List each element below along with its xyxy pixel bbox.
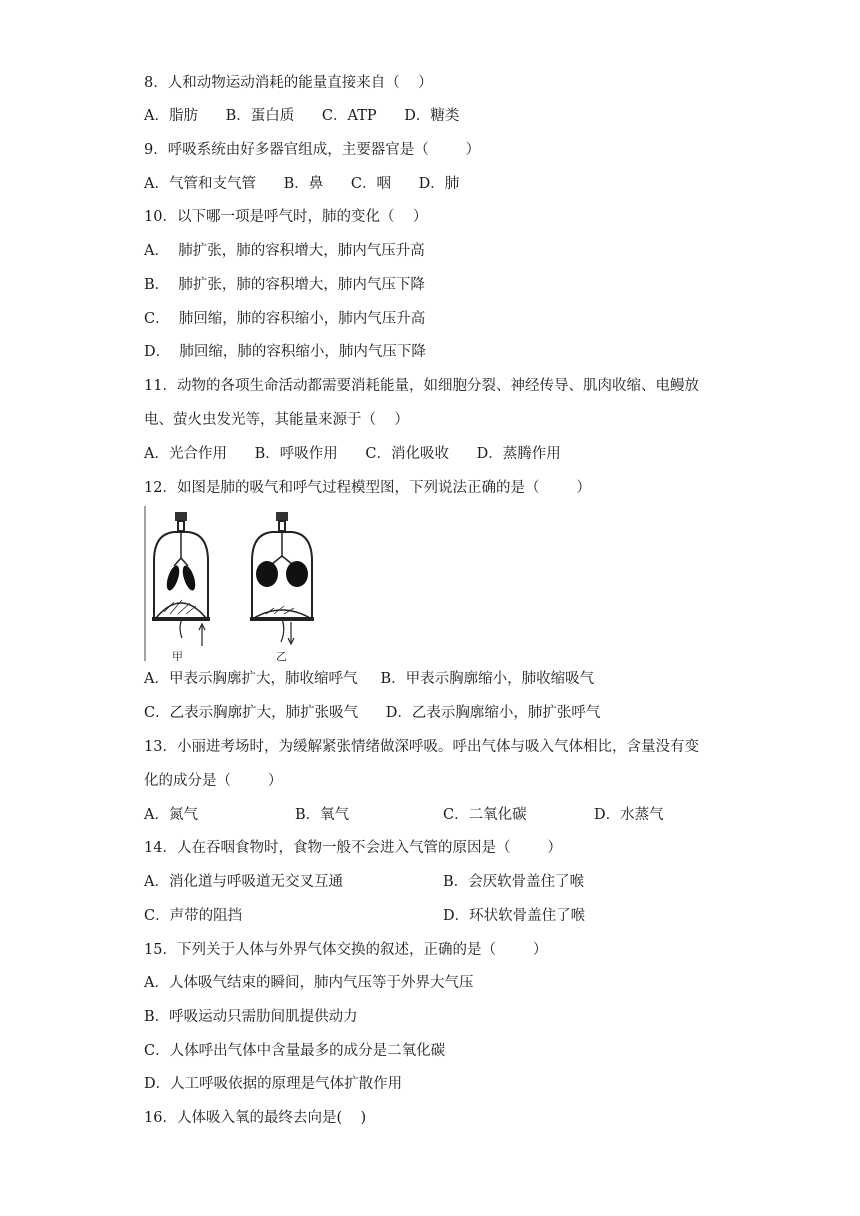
- q9-stem: 9．呼吸系统由好多器官组成，主要器官是（ ）: [144, 142, 481, 158]
- q13-option-c: C．二氧化碳: [443, 807, 527, 823]
- q15-option-c: C．人体呼出气体中含量最多的成分是二氧化碳: [144, 1043, 446, 1059]
- q15-option-a: A．人体吸气结束的瞬间，肺内气压等于外界大气压: [144, 975, 474, 991]
- q8-stem: 8．人和动物运动消耗的能量直接来自（ ）: [144, 75, 433, 91]
- q14-option-b: B．会厌软骨盖住了喉: [443, 874, 585, 890]
- q14-option-a: A．消化道与呼吸道无交叉互通: [144, 874, 343, 890]
- q13-stem-line1: 13．小丽进考场时，为缓解紧张情绪做深呼吸。呼出气体与吸入气体相比，含量没有变: [144, 739, 699, 755]
- q12-options-row1: A．甲表示胸廓扩大，肺收缩呼气 B．甲表示胸廓缩小，肺收缩吸气: [144, 671, 595, 687]
- q13-option-b: B．氧气: [295, 807, 350, 823]
- q11-stem-line2: 电、萤火虫发光等，其能量来源于（ ）: [144, 412, 409, 428]
- q8-options: A．脂肪 B．蛋白质 C．ATP D．糖类: [144, 108, 460, 124]
- q10-option-b: B． 肺扩张，肺的容积增大，肺内气压下降: [144, 277, 425, 293]
- q11-stem-line1: 11．动物的各项生命活动都需要消耗能量，如细胞分裂、神经传导、肌肉收缩、电鳗放: [144, 378, 699, 394]
- q10-option-c: C． 肺回缩，肺的容积缩小，肺内气压升高: [144, 311, 426, 327]
- jar-jia: [152, 512, 210, 646]
- q9-options: A．气管和支气管 B．鼻 C．咽 D．肺: [144, 176, 460, 192]
- q10-stem: 10．以下哪一项是呼气时，肺的变化（ ）: [144, 209, 428, 225]
- q15-option-d: D．人工呼吸依据的原理是气体扩散作用: [144, 1076, 403, 1092]
- q14-option-c: C．声带的阻挡: [144, 908, 243, 924]
- figure-label-yi: 乙: [276, 650, 287, 663]
- q13-option-a: A．氮气: [144, 807, 198, 823]
- q12-options-row2: C．乙表示胸廓扩大，肺扩张吸气 D．乙表示胸廓缩小，肺扩张呼气: [144, 705, 601, 721]
- jar-yi: [250, 512, 314, 644]
- q10-option-d: D． 肺回缩，肺的容积缩小，肺内气压下降: [144, 344, 426, 360]
- q12-stem: 12．如图是肺的吸气和呼气过程模型图，下列说法正确的是（ ）: [144, 480, 591, 496]
- q13-option-d: D．水蒸气: [594, 807, 664, 823]
- q14-option-d: D．环状软骨盖住了喉: [443, 908, 586, 924]
- q16-stem: 16．人体吸入氧的最终去向是( ): [144, 1110, 367, 1126]
- q15-option-b: B．呼吸运动只需肋间肌提供动力: [144, 1009, 358, 1025]
- q15-stem: 15．下列关于人体与外界气体交换的叙述，正确的是（ ）: [144, 942, 548, 958]
- lung-model-figure: [144, 506, 344, 664]
- q10-option-a: A． 肺扩张，肺的容积增大，肺内气压升高: [144, 243, 425, 259]
- q14-stem: 14．人在吞咽食物时，食物一般不会进入气管的原因是（ ）: [144, 840, 562, 856]
- q13-stem-line2: 化的成分是（ ）: [144, 773, 283, 789]
- figure-label-jia: 甲: [172, 650, 183, 663]
- q11-options: A．光合作用 B．呼吸作用 C．消化吸收 D．蒸腾作用: [144, 446, 561, 462]
